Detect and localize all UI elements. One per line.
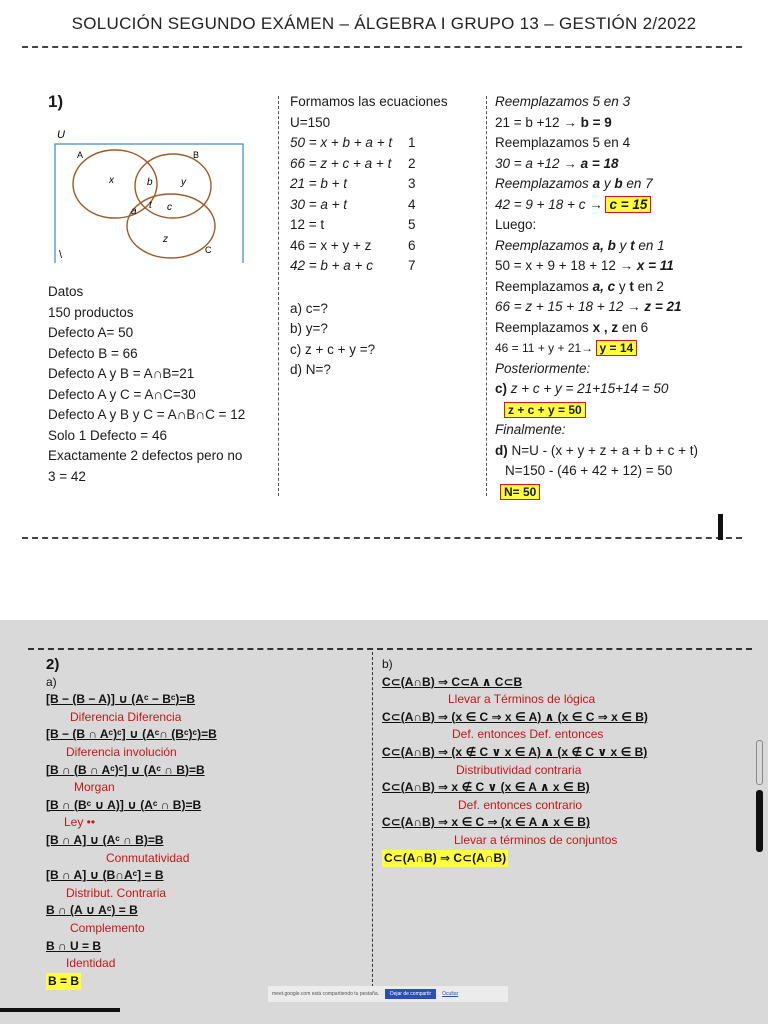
venn-label-b: B (193, 150, 200, 160)
step-text: Reemplazamos a y b en 7 (495, 176, 653, 191)
question-a: a) c=? (290, 300, 328, 316)
question-number: 1) (48, 92, 64, 111)
equation-row (290, 154, 448, 175)
equation-number: 4 (408, 196, 416, 212)
proof-step: [B − (B − A)] ∪ (Aᶜ − Bᶜ)=B (46, 692, 196, 707)
q2-left-column (46, 656, 217, 990)
proof-annotation: Complemento (70, 920, 145, 935)
proof-step: [B ∩ A] ∪ (B∩Aᶜ] = B (46, 868, 164, 883)
scrollbar-thumb[interactable] (756, 790, 763, 852)
question-c: c) z + c + y =? (290, 341, 376, 357)
scrollbar-track[interactable] (756, 740, 763, 785)
venn-region-outside: \ (59, 249, 63, 261)
question-number: 2) (46, 656, 60, 673)
proof-step: B = B (46, 973, 81, 991)
venn-region-c: c (167, 202, 172, 213)
equation: 42 = b + a + c (290, 258, 373, 273)
proof-annotation: Llevar a Términos de lógica (448, 692, 596, 707)
proof-annotation: Morgan (74, 780, 115, 795)
result-sum: z + c + y = 50 (505, 403, 585, 417)
datos-item: Defecto A y B = A∩B=21 (48, 366, 195, 381)
proof-annotation: Identidad (66, 956, 116, 971)
proof-annotation: Diferencia involución (66, 744, 177, 759)
step-equation (495, 482, 698, 503)
datos-item: Defecto B = 66 (48, 345, 138, 361)
datos-item: Exactamente 2 defectos pero no (48, 448, 243, 463)
proof-annotation: Distribut. Contraria (66, 885, 167, 900)
result-a: a = 18 (580, 155, 619, 171)
cursor-mark (718, 514, 723, 540)
step-equation: 46 = 11 + y + 21→ y = 14 (495, 338, 698, 359)
screen-share-bar (268, 986, 508, 1002)
result-y: y = 14 (597, 341, 637, 355)
proof-annotation: Diferencia Diferencia (70, 709, 182, 724)
venn-region-b: b (147, 177, 153, 188)
share-message: meet.google.com está compartiendo tu pestaña. (272, 991, 380, 997)
proof-step: C⊂(A∩B) ⇒ C⊂(A∩B) (382, 850, 508, 868)
equation-row (290, 174, 448, 195)
equation-number: 2 (408, 155, 416, 171)
equation-row (290, 256, 448, 277)
equation-row (290, 133, 448, 154)
question-d: d) N=? (290, 362, 331, 377)
step-text: Posteriormente: (495, 360, 591, 376)
proof-annotation: Ley •• (64, 815, 96, 830)
hide-link[interactable]: Ocultar (442, 991, 459, 997)
q1-left-column (48, 92, 63, 113)
result-z: z = 21 (644, 299, 682, 314)
step-text: Finalmente: (495, 422, 566, 437)
q2-right-column (382, 656, 648, 867)
equation-number: 6 (408, 237, 416, 253)
column-separator (486, 96, 487, 496)
equation: 66 = z + c + a + t (290, 155, 392, 171)
step-equation: 30 = a +12 → a = 18 (495, 155, 619, 171)
proof-step: C⊂(A∩B) ⇒ C⊂A ∧ C⊂B (382, 674, 523, 689)
proof-step: B ∩ U = B (46, 938, 102, 953)
taskbar-strip (0, 1008, 120, 1012)
equation-number: 3 (408, 176, 416, 191)
venn-label-a: A (77, 150, 84, 160)
q1-middle-column (290, 92, 448, 381)
result-b: b = 9 (580, 114, 612, 130)
venn-label-c: C (205, 245, 212, 255)
step-equation: d) N=U - (x + y + z + a + b + c + t) (495, 442, 698, 458)
page-title: SOLUCIÓN SEGUNDO EXÁMEN – ÁLGEBRA I GRUPO 13 – GESTIÓN 2/2022 (71, 14, 697, 33)
proof-step: [B ∩ A] ∪ (Aᶜ ∩ B)=B (46, 832, 164, 847)
venn-label-universe: U (57, 129, 65, 141)
divider-q2 (28, 648, 752, 650)
step-text: Luego: (495, 217, 537, 232)
datos-item: 3 = 42 (48, 468, 86, 484)
equations-title: Formamos las ecuaciones (290, 94, 448, 109)
proof-step: C⊂(A∩B) ⇒ (x ∈ C ⇒ x ∈ A) ∧ (x ∈ C ⇒ x ∈ B) (382, 709, 648, 724)
equation-row (290, 195, 448, 216)
datos-item: 150 productos (48, 304, 134, 320)
proof-b (382, 674, 648, 868)
proof-step: C⊂(A∩B) ⇒ x ∉ C ∨ (x ∈ A ∧ x ∈ B) (382, 780, 590, 795)
proof-step: [B ∩ (Bᶜ ∪ A)] ∪ (Aᶜ ∩ B)=B (46, 797, 202, 812)
equation: 30 = a + t (290, 196, 348, 212)
venn-region-t: t (149, 200, 152, 211)
venn-region-x: x (109, 175, 114, 186)
venn-diagram (45, 128, 245, 263)
universe-value: U=150 (290, 114, 331, 130)
step-equation: 42 = 9 + 18 + c → c = 15 (495, 195, 698, 216)
proof-a (46, 691, 217, 990)
step-text: Reemplazamos 5 en 4 (495, 135, 631, 150)
part-b-label: b) (382, 657, 393, 671)
datos-item: Defecto A y B y C = A∩B∩C = 12 (48, 407, 246, 422)
step-equation: 21 = b +12 → b = 9 (495, 114, 612, 130)
proof-step: C⊂(A∩B) ⇒ (x ∉ C ∨ x ∈ A) ∧ (x ∉ C ∨ x ∈ B) (382, 744, 648, 759)
datos-title: Datos (48, 284, 84, 299)
step-equation: 50 = x + 9 + 18 + 12 → x = 11 (495, 258, 674, 273)
step-text: Reemplazamos 5 en 3 (495, 94, 631, 109)
equation-number: 1 (408, 135, 416, 150)
proof-step: [B − (B ∩ Aᶜ)ᶜ] ∪ (Aᶜ∩ (Bᶜ)ᶜ)=B (46, 727, 217, 742)
step-text: Reemplazamos x , z en 6 (495, 319, 649, 335)
equation-row (290, 236, 448, 257)
divider-middle (22, 537, 742, 539)
step-text: Reemplazamos a, b y t en 1 (495, 237, 665, 253)
step-equation: 66 = z + 15 + 18 + 12 → z = 21 (495, 299, 682, 314)
part-a-label: a) (46, 674, 57, 689)
equation-number: 7 (408, 258, 416, 273)
step-equation (495, 400, 698, 421)
proof-step: C⊂(A∩B) ⇒ x ∈ C ⇒ (x ∈ A ∧ x ∈ B) (382, 815, 590, 830)
q1-right-column (495, 92, 698, 502)
proof-annotation: Distributividad contraria (456, 762, 582, 777)
proof-annotation: Llevar a términos de conjuntos (454, 832, 618, 847)
proof-annotation: Def. entonces contrario (458, 797, 583, 812)
equation: 12 = t (290, 217, 325, 232)
proof-annotation: Conmutatividad (106, 850, 190, 865)
proof-step: [B ∩ (B ∩ Aᶜ)ᶜ] ∪ (Aᶜ ∩ B)=B (46, 762, 205, 777)
datos-item: Solo 1 Defecto = 46 (48, 427, 167, 443)
proof-annotation: Def. entonces Def. entonces (452, 727, 604, 742)
venn-region-z: z (163, 234, 168, 245)
question-b: b) y=? (290, 321, 328, 336)
column-separator (372, 652, 373, 992)
equation-number: 5 (408, 217, 416, 232)
result-n: N= 50 (501, 485, 539, 499)
step-equation: c) z + c + y = 21+15+14 = 50 (495, 381, 669, 396)
result-x: x = 11 (636, 258, 674, 273)
datos-item: Defecto A y C = A∩C=30 (48, 386, 196, 402)
column-separator (278, 96, 279, 496)
stop-sharing-button[interactable]: Dejar de compartir (385, 989, 436, 999)
step-equation: N=150 - (46 + 42 + 12) = 50 (505, 463, 673, 478)
step-text: Reemplazamos a, c y t en 2 (495, 278, 664, 294)
result-c: c = 15 (606, 197, 650, 212)
datos-item: Defecto A= 50 (48, 325, 134, 340)
equation: 21 = b + t (290, 176, 348, 191)
datos-block (48, 282, 245, 487)
proof-step: B ∩ (A ∪ Aᶜ) = B (46, 903, 138, 918)
equation: 46 = x + y + z (290, 237, 372, 253)
equation: 50 = x + b + a + t (290, 135, 393, 150)
equation-row (290, 215, 448, 236)
divider-top (22, 46, 742, 48)
venn-region-y: y (181, 177, 186, 188)
venn-region-a: a (131, 206, 137, 217)
